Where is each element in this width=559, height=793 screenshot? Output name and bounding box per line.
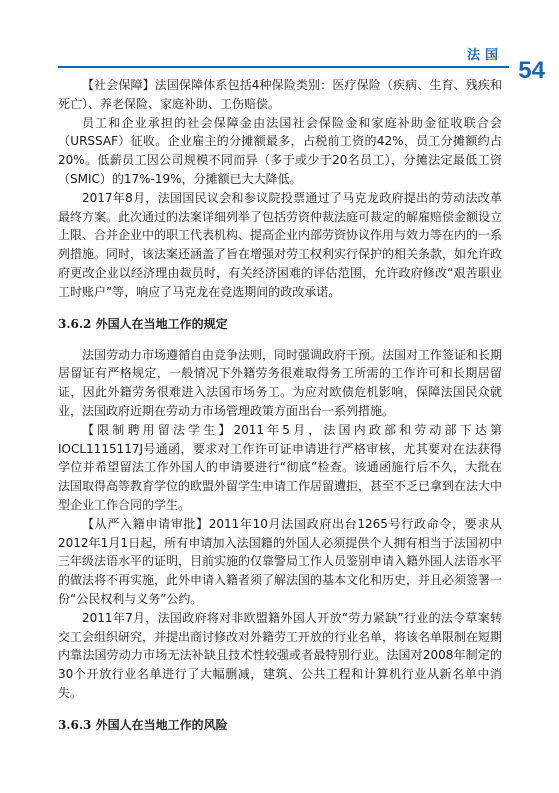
section-heading-363: 3.6.3 外国人在当地工作的风险 <box>58 717 228 732</box>
header-divider <box>58 66 509 68</box>
paragraph-labor-market: 法国劳动力市场遵循自由竞争法则，同时强调政府干预。法国对工作签证和长期居留证有严格规定，一般情况下外籍劳务很难取得务工所需的工作许可和长期居留证，因此外籍劳务很难进入法国市场务工。为应对欧债危机影响，保障法国民众就业，法国政府近期在劳动力市场管理政策方面出台一系列措施。 <box>58 347 503 418</box>
page-body <box>58 76 502 734</box>
paragraph-labor-reform: 2017年8月，法国国民议会和参议院投票通过了马克龙政府提出的劳动法改革最终方案。此次通过的法案详细列举了包括劳资仲裁法庭可裁定的解雇赔偿金额设立上限、合并企业中的职工代表机构、提高企业内部劳资协议作用与效力等在内的一系列措施。同时，该法案还涵盖了旨在增强对劳工权利实行保护的相关条款，如允许政府更改企业以经济理由裁员时，有关经济困难的评估范围，允许政府修改“艰苦职业工时账户”等，响应了马克龙在竞选期间的政改承诺。 <box>58 190 503 299</box>
paragraph-naturalization: 【从严入籍申请审批】2011年10月法国政府出台1265号行政命令，要求从2012年1月1日起，所有申请加入法国籍的外国人必须提供个人拥有相当于法国初中三年级法语水平的证明，目前实施的仅靠警局工作人员鉴别申请入籍外国人法语水平的做法将不再实施，此外申请入籍者须了解法国的基本文化和历史，并且必须签署一份“公民权利与义务”公约。 <box>58 516 503 606</box>
page-number: 54 <box>518 57 545 84</box>
paragraph-social-security: 【社会保障】法国保障体系包括4种保险类别：医疗保险（疾病、生育、残疾和死亡）、养老保险、家庭补助、工伤赔偿。 <box>58 78 502 111</box>
chapter-title: 法国 <box>466 48 503 63</box>
section-heading-362: 3.6.2 外国人在当地工作的规定 <box>58 316 228 331</box>
paragraph-restrict-students: 【限制聘用留法学生】2011年5月，法国内政部和劳动部下达第IOCL1115117J号通函，要求对工作许可证申请进行严格审核，尤其要对在法获得学位并希望留法工作外国人的申请要进行“彻底”检查。该通函施行后不久，大批在法国取得高等教育学位的欧盟外留学生申请工作居留遭拒，甚至不乏已拿到在法大中型企业工作合同的学生。 <box>58 422 503 512</box>
paragraph-shortage-list: 2011年7月，法国政府将对非欧盟籍外国人开放“劳力紧缺”行业的法令草案转交工会组织研究，并提出商讨修改对外籍劳工开放的行业名单，将该名单限制在短期内靠法国劳动力市场无法补缺且技术性较强或者最特别行业。法国对2008年制定的30个开放行业名单进行了大幅删减，建筑、公共工程和计算机行业从新名单中消失。 <box>58 610 503 700</box>
paragraph-contributions: 员工和企业承担的社会保障金由法国社会保险金和家庭补助金征收联合会（URSSAF）征收。企业雇主的分摊额最多，占税前工资的42%，员工分摊额约占20%。低薪员工因公司规模不同而异（多于或少于20名员工），分摊法定最低工资（SMIC）的17%-19%，分摊额已大大降低。 <box>58 115 502 186</box>
